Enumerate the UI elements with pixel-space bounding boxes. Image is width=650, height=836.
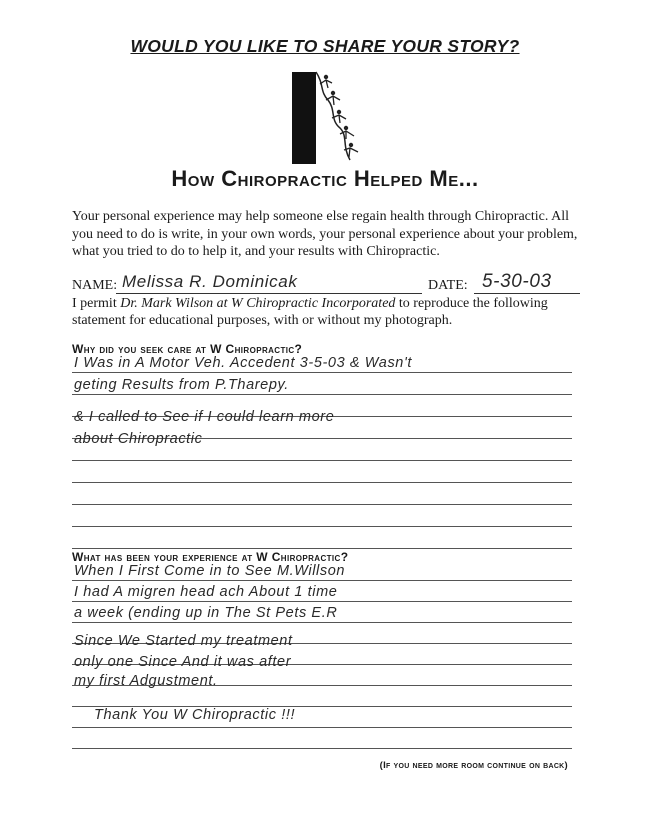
writing-line (72, 482, 572, 483)
writing-line (72, 372, 572, 373)
writing-line (72, 580, 572, 581)
name-label: NAME: (72, 278, 118, 293)
writing-line (72, 622, 572, 623)
date-label: DATE: (428, 278, 468, 293)
date-value: 5-30-03 (482, 271, 552, 292)
question-1-heading: Why did you seek care at W Chiropractic? (72, 342, 303, 356)
answer-2-line: Thank You W Chiropractic !!! (94, 707, 296, 723)
date-field[interactable] (474, 271, 580, 294)
answer-1-line: geting Results from P.Tharepy. (74, 377, 289, 393)
permit-doctor: Dr. Mark Wilson at W Chiropractic Incorporated (120, 296, 396, 311)
continue-note: (If you need more room continue on back) (379, 760, 568, 771)
answer-1-line: & I called to See if I could learn more (74, 409, 335, 425)
permit-text-before: I permit (72, 296, 121, 311)
page-header: WOULD YOU LIKE TO SHARE YOUR STORY? (130, 36, 520, 56)
answer-2-line: When I First Come in to See M.Willson (74, 563, 346, 579)
answer-1-line: about Chiropractic (74, 431, 203, 447)
answer-2-line: I had A migren head ach About 1 time (74, 584, 338, 600)
answer-1-line: I Was in A Motor Veh. Accedent 3-5-03 & Wasn't (74, 355, 412, 371)
writing-line (72, 727, 572, 728)
permission-statement (72, 295, 582, 329)
writing-line (72, 748, 572, 749)
form-title: How Chiropractic Helped Me... (171, 166, 479, 191)
name-date-row (72, 272, 582, 296)
writing-line (72, 460, 572, 461)
answer-2-line: my first Adgustment. (74, 673, 218, 689)
spine-figure-icon (290, 70, 362, 166)
writing-line (72, 548, 572, 549)
name-value: Melissa R. Dominicak (122, 272, 298, 291)
writing-line (72, 394, 572, 395)
answer-2-line: Since We Started my treatment (74, 633, 293, 649)
writing-line (72, 504, 572, 505)
question-2-heading: What has been your experience at W Chiropractic? (72, 550, 349, 564)
writing-line (72, 526, 572, 527)
permit-text-after: to reproduce the following statement for educational purposes, with or without my photograph. (72, 296, 548, 328)
name-field[interactable] (116, 271, 422, 294)
answer-2-line: a week (ending up in The St Pets E.R (74, 605, 338, 621)
answer-2-line: only one Since And it was after (74, 654, 292, 670)
writing-line (72, 601, 572, 602)
intro-paragraph: Your personal experience may help someone else regain health through Chiropractic. All you need to do is write, in your own words, your personal experience about your problem, what you tried to do to help it, and your results with Chiropractic. (72, 209, 578, 259)
